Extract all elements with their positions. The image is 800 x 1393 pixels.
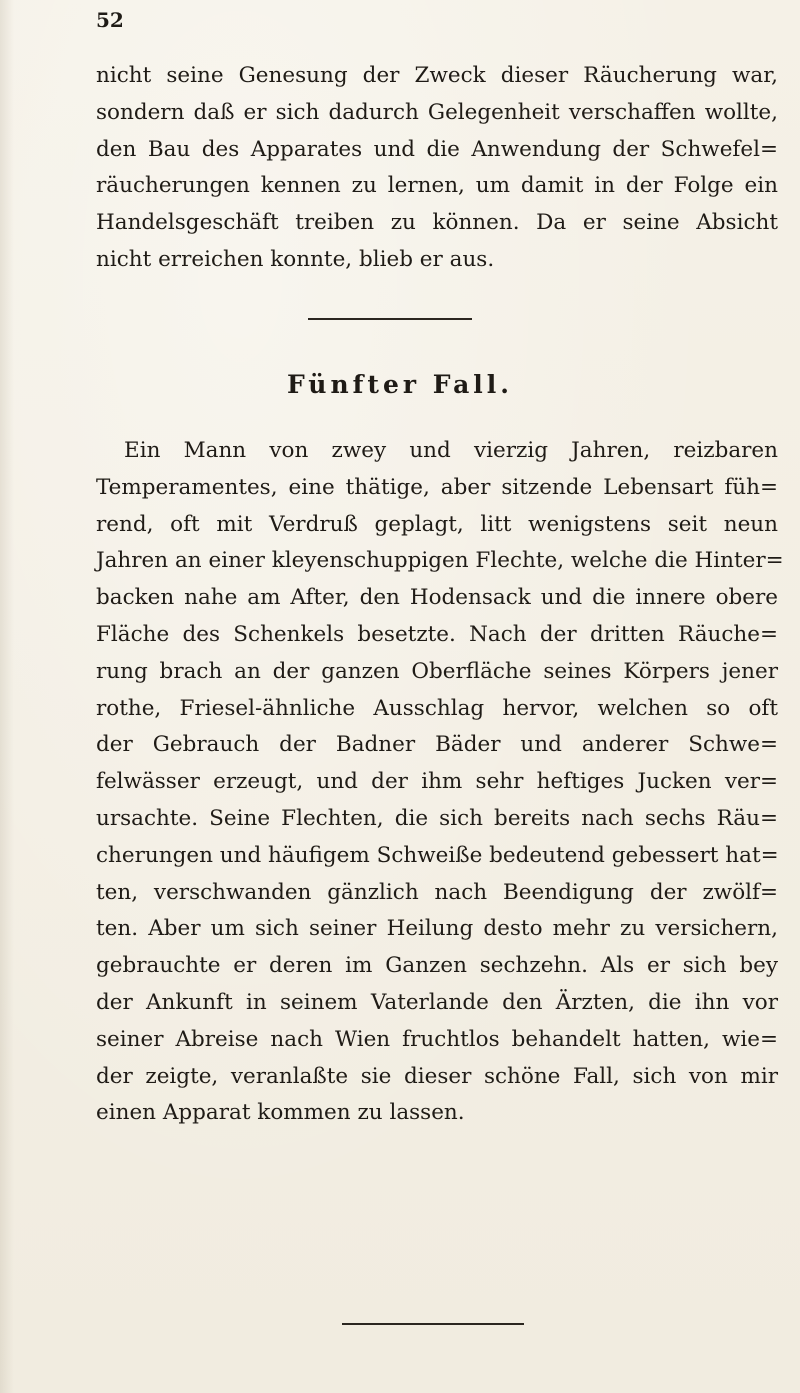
paragraph-case-five	[96, 433, 784, 1132]
text-line: cherungen und häufigem Schweiße bedeutend gebessert hat=	[96, 842, 779, 868]
text-line: ursachte. Seine Flechten, die sich bereits nach sechs Räu=	[96, 805, 778, 831]
paragraph-continuation	[96, 58, 778, 279]
text-line: einen Apparat kommen zu lassen.	[96, 1100, 465, 1126]
text-line: räucherungen kennen zu lernen, um damit in der Folge ein	[96, 173, 778, 199]
section-divider-top	[308, 318, 472, 320]
text-line: nicht seine Genesung der Zweck dieser Räucherung war,	[96, 63, 778, 88]
page-edge-shadow	[0, 0, 14, 1393]
text-line: nicht erreichen konnte, blieb er aus.	[96, 246, 495, 272]
text-line: der Ankunft in seinem Vaterlande den Ärzten, die ihn vor	[96, 989, 778, 1015]
text-line: ten, verschwanden gänzlich nach Beendigung der zwölf=	[96, 879, 778, 905]
text-line: ten. Aber um sich seiner Heilung desto mehr zu versichern,	[96, 916, 778, 942]
text-line: backen nahe am After, den Hodensack und die innere obere	[96, 585, 778, 611]
page-number: 52	[96, 8, 124, 32]
text-line: Fläche des Schenkels besetzte. Nach der dritten Räuche=	[96, 621, 778, 647]
text-line: der zeigte, veranlaßte sie dieser schöne Fall, sich von mir	[96, 1063, 778, 1089]
section-heading: Fünfter Fall.	[286, 370, 514, 399]
text-line: Jahren an einer kleyenschuppigen Flechte, welche die Hinter=	[96, 548, 784, 574]
text-line: rung brach an der ganzen Oberfläche seines Körpers jener	[96, 658, 778, 684]
text-line: Handelsgeschäft treiben zu können. Da er seine Absicht	[96, 210, 778, 236]
text-line: Ein Mann von zwey und vierzig Jahren, reizbaren	[124, 438, 778, 463]
text-line: Temperamentes, eine thätige, aber sitzende Lebensart füh=	[96, 474, 778, 500]
text-line: sondern daß er sich dadurch Gelegenheit verschaffen wollte,	[96, 99, 778, 125]
text-line: rend, oft mit Verdruß geplagt, litt wenigstens seit neun	[96, 511, 778, 537]
text-line: gebrauchte er deren im Ganzen sechzehn. Als er sich bey	[96, 953, 778, 979]
section-divider-bottom	[342, 1323, 524, 1325]
text-line: seiner Abreise nach Wien fruchtlos behandelt hatten, wie=	[96, 1026, 778, 1052]
text-line: den Bau des Apparates und die Anwendung der Schwefel=	[96, 136, 778, 162]
text-line: rothe, Friesel-ähnliche Ausschlag hervor, welchen so oft	[96, 695, 778, 721]
text-line: felwässer erzeugt, und der ihm sehr heftiges Jucken ver=	[96, 769, 778, 795]
text-line: der Gebrauch der Badner Bäder und anderer Schwe=	[96, 732, 778, 758]
